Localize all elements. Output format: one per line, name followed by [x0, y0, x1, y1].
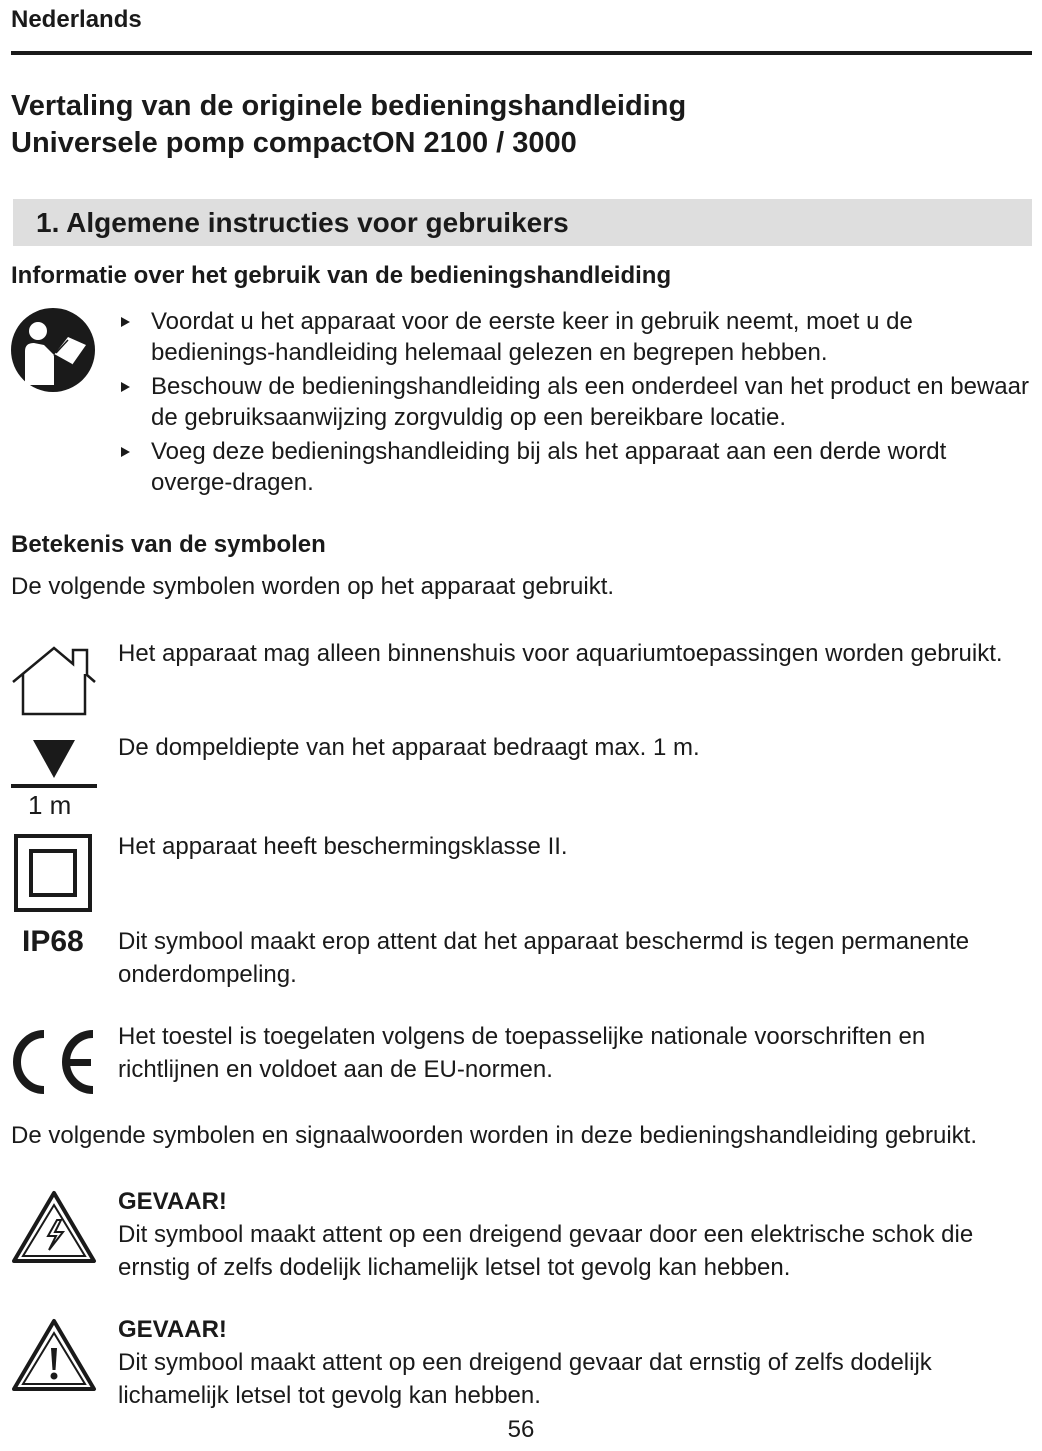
protection-class-ii-icon: [14, 834, 92, 912]
immersion-depth-icon: [11, 738, 97, 790]
signal-title: GEVAAR!: [118, 1188, 227, 1215]
title-line-1: Vertaling van de originele bedieningshandleiding: [11, 90, 687, 122]
info-bullet: Voordat u het apparaat voor de eerste keer in gebruik neemt, moet u de bedienings-handleiding helemaal gelezen en begrepen hebben.: [118, 306, 1030, 368]
page-number: 56: [507, 1416, 535, 1443]
symbol-ip68-text: Dit symbool maakt erop attent dat het apparaat beschermd is tegen permanente onderdompeling.: [118, 928, 970, 988]
signal-electric-block: [118, 1185, 1032, 1284]
signal-text: Dit symbool maakt attent op een dreigend gevaar dat ernstig of zelfs dodelijk lichamelijk letsel tot gevolg kan hebben.: [118, 1349, 932, 1409]
signal-general-block: [118, 1313, 1032, 1412]
symbol-depth-text: De dompeldiepte van het apparaat bedraagt max. 1 m.: [118, 734, 700, 761]
general-warning-icon: [11, 1318, 97, 1392]
symbol-class-ii-text: Het apparaat heeft beschermingsklasse II.: [118, 833, 568, 860]
info-heading: Informatie over het gebruik van de bedieningshandleiding: [11, 262, 672, 289]
info-bullet-list: [118, 306, 1030, 501]
info-bullet: Beschouw de bedieningshandleiding als een onderdeel van het product en bewaar de gebruiksaanwijzing zorgvuldig op een bereikbare locatie.: [118, 371, 1030, 433]
electric-shock-warning-icon: [11, 1190, 97, 1264]
info-bullet: Voeg deze bedieningshandleiding bij als het apparaat aan een derde wordt overge-dragen.: [118, 436, 1030, 498]
indoor-house-icon: [11, 644, 97, 716]
signals-intro: De volgende symbolen en signaalwoorden worden in deze bedieningshandleiding gebruikt.: [11, 1122, 977, 1149]
immersion-depth-label: 1 m: [28, 790, 72, 820]
header-divider: [11, 51, 1032, 55]
section-heading-bar: [13, 199, 1032, 246]
symbols-heading: Betekenis van de symbolen: [11, 531, 326, 558]
language-label: Nederlands: [11, 6, 142, 33]
title-line-2: Universele pomp compactON 2100 / 3000: [11, 127, 577, 159]
read-manual-icon: [10, 307, 96, 393]
document-title: [11, 88, 686, 162]
ip68-label: IP68: [22, 925, 84, 958]
signal-text: Dit symbool maakt attent op een dreigend gevaar door een elektrische schok die ernstig of zelfs dodelijk lichamelijk letsel tot gevolg kan hebben.: [118, 1221, 974, 1281]
symbol-ce-text: Het toestel is toegelaten volgens de toepasselijke nationale voorschriften en richtlijnen en voldoet aan de EU-normen.: [118, 1023, 926, 1083]
symbol-indoor-text: Het apparaat mag alleen binnenshuis voor aquariumtoepassingen worden gebruikt.: [118, 640, 1003, 667]
ce-mark-icon: [11, 1028, 97, 1096]
signal-title: GEVAAR!: [118, 1316, 227, 1343]
symbols-intro: De volgende symbolen worden op het apparaat gebruikt.: [11, 573, 615, 600]
section-heading: 1. Algemene instructies voor gebruikers: [36, 207, 569, 238]
